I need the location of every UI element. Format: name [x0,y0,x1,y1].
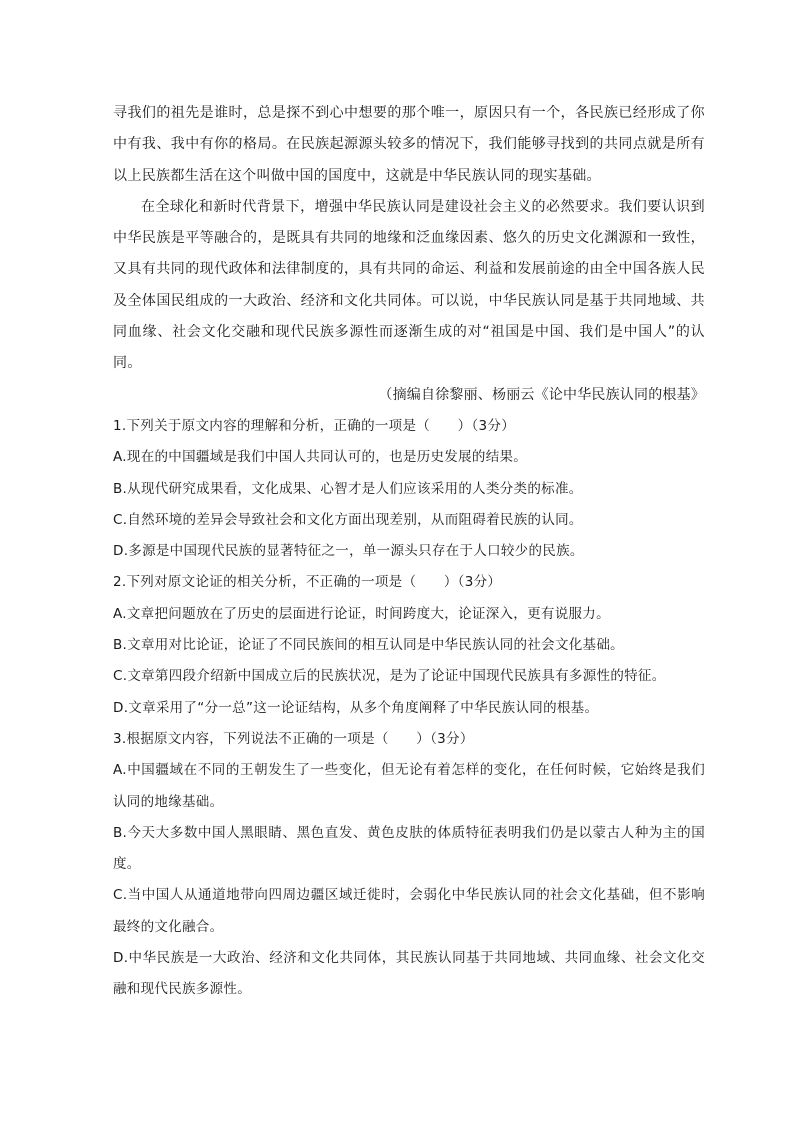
option-c: C.自然环境的差异会导致社会和文化方面出现差别，从而阻碍着民族的认同。 [113,511,583,528]
option-c: C.文章第四段介绍新中国成立后的民族状况，是为了论证中国现代民族具有多源性的特征。 [113,668,666,685]
passage-source: （摘编自徐黎丽、杨丽云《论中华民族认同的根基》 [378,386,705,403]
option-d: D.中华民族是一大政治、经济和文化共同体，其民族认同基于共同地域、共同血缘、社会文化交融和现代民族多源性。 [113,950,705,998]
question-3 [113,724,705,1006]
option-c: C.当中国人从通道地带向四周边疆区域迁徙时，会弱化中华民族认同的社会文化基础，但不影响最终的文化融合。 [113,887,705,935]
passage-paragraph-1: 寻我们的祖先是谁时，总是探不到心中想要的那个唯一，原因只有一个，各民族已经形成了你中有我、我中有你的格局。在民族起源源头较多的情况下，我们能够寻找到的共同点就是所有以上民族都生活在这个叫做中国的国度中，这就是中华民族认同的现实基础。 [113,105,705,184]
reading-passage [113,98,705,411]
option-b: B.今天大多数中国人黑眼睛、黑色直发、黄色皮肤的体质特征表明我们仍是以蒙古人种为主的国度。 [113,824,705,873]
question-stem: 3.根据原文内容，下列说法不正确的一项是（ ）（3分） [113,730,474,747]
option-b: B.从现代研究成果看，文化成果、心智才是人们应该采用的人类分类的标准。 [113,480,583,497]
option-a: A.现在的中国疆域是我们中国人共同认可的，也是历史发展的结果。 [113,449,528,466]
option-a: A.文章把问题放在了历史的层面进行论证，时间跨度大，论证深入，更有说服力。 [113,605,610,622]
passage-paragraph-2: 在全球化和新时代背景下，增强中华民族认同是建设社会主义的必然要求。我们要认识到中华民族是平等融合的，是既具有共同的地缘和泛血缘因素、悠久的历史文化渊源和一致性，又具有共同的现代政体和法律制度的，具有共同的命运、利益和发展前途的由全中国各族人民及全体国民组成的一大政治、经济和文化共同体。可以说，中华民族认同是基于共同地域、共同血缘、社会文化交融和现代民族多源性而逐渐生成的对“祖国是中国、我们是中国人”的认同。 [113,198,705,372]
option-d: D.文章采用了“分一总”这一论证结构，从多个角度阐释了中华民族认同的根基。 [113,699,599,716]
option-b: B.文章用对比论证，论证了不同民族间的相互认同是中华民族认同的社会文化基础。 [113,637,624,654]
question-2 [113,567,705,723]
question-stem: 2.下列对原文论证的相关分析，不正确的一项是（ ）（3分） [113,574,502,591]
option-d: D.多源是中国现代民族的显著特征之一，单一源头只存在于人口较少的民族。 [113,543,584,560]
question-1 [113,411,705,567]
option-a: A.中国疆域在不同的王朝发生了一些变化，但无论有着怎样的变化，在任何时候，它始终是我们认同的地缘基础。 [113,762,705,810]
question-stem: 1.下列关于原文内容的理解和分析，正确的一项是（ ）（3分） [113,417,516,434]
document-content [113,98,705,1006]
